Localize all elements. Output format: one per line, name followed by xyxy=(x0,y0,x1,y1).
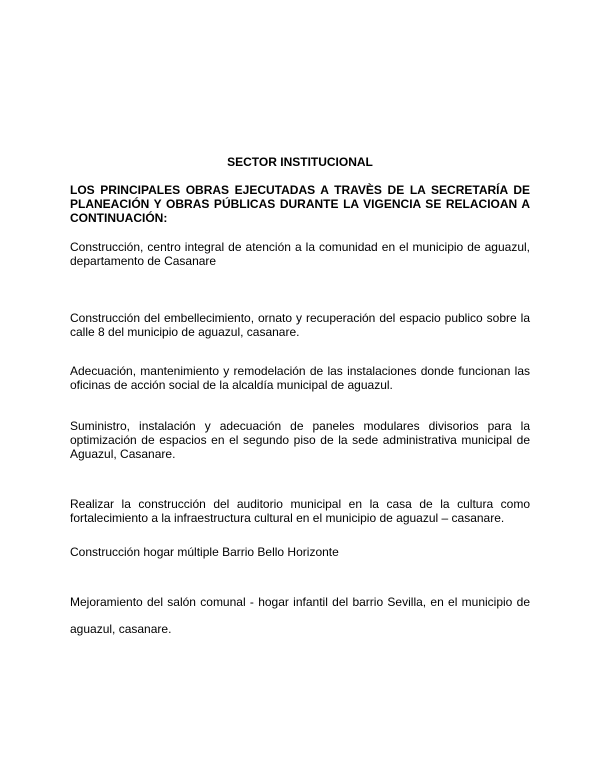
list-item-6: Construcción hogar múltiple Barrio Bello Horizonte xyxy=(70,545,339,559)
section-heading: LOS PRINCIPALES OBRAS EJECUTADAS A TRAVÈS DE LA SECRETARÍA DE PLANEACIÓN Y OBRAS PÚBLICAS DURANTE LA VIGENCIA SE RELACIOAN A CONTINUACIÓN: xyxy=(70,183,530,225)
list-item-7: Mejoramiento del salón comunal - hogar infantil del barrio Sevilla, en el municipio de aguazul, casanare. xyxy=(70,595,530,636)
section-title: SECTOR INSTITUCIONAL xyxy=(227,155,373,169)
list-item-1: Construcción, centro integral de atención a la comunidad en el municipio de aguazul, departamento de Casanare xyxy=(70,240,530,268)
list-item-2: Construcción del embellecimiento, ornato y recuperación del espacio publico sobre la calle 8 del municipio de aguazul, casanare. xyxy=(70,311,530,339)
list-item-3: Adecuación, mantenimiento y remodelación de las instalaciones donde funcionan las oficinas de acción social de la alcaldía municipal de aguazul. xyxy=(70,364,530,392)
list-item-5: Realizar la construcción del auditorio municipal en la casa de la cultura como fortalecimiento a la infraestructura cultural en el municipio de aguazul – casanare. xyxy=(70,497,530,525)
list-item-4: Suministro, instalación y adecuación de paneles modulares divisorios para la optimización de espacios en el segundo piso de la sede administrativa municipal de Aguazul, Casanare. xyxy=(70,419,530,461)
